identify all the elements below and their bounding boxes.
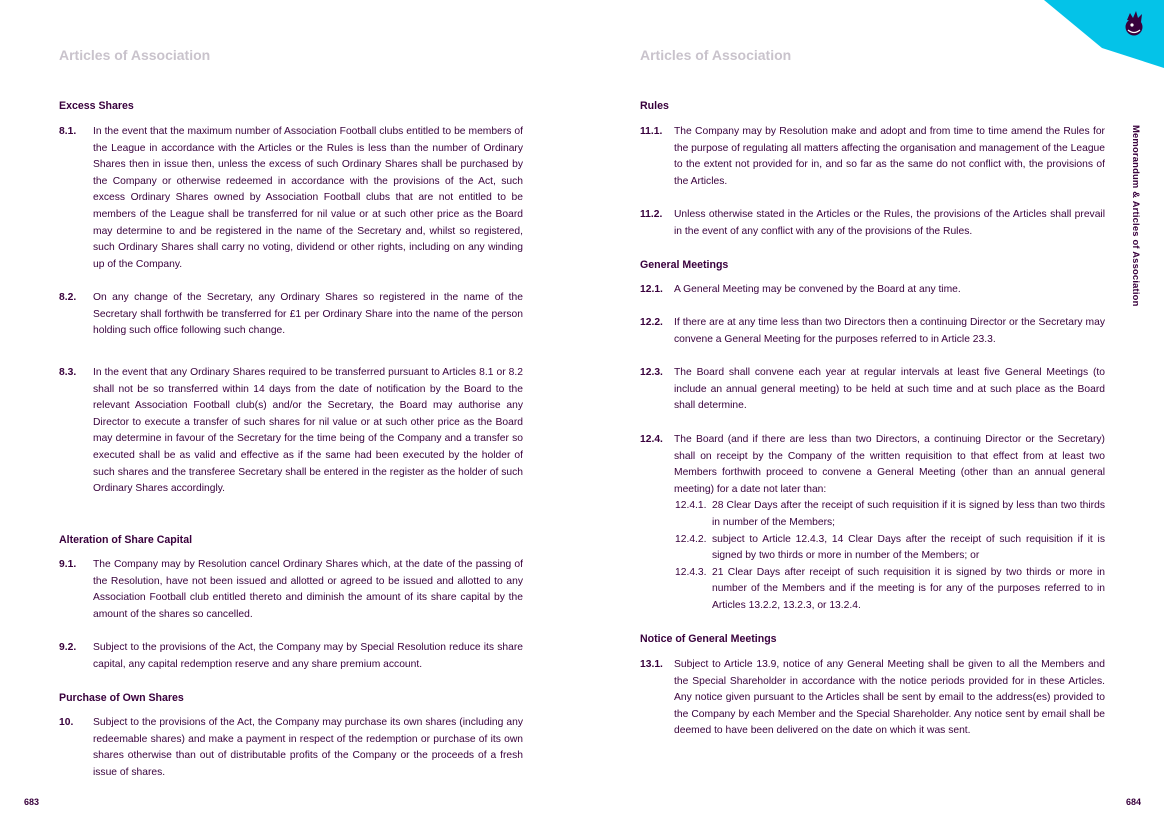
sub-clause-text: subject to Article 12.4.3, 14 Clear Days after the receipt of such requisition if it is signed by two thirds or more in number of the Members; or (712, 533, 1105, 562)
clause-9-2 (59, 640, 523, 673)
clause-text: Unless otherwise stated in the Articles or the Rules, the provisions of the Articles shall prevail in the event of any conflict with any of the provisions of the Rules. (674, 209, 1105, 237)
clause-8-1 (59, 124, 523, 273)
sub-clause-12-4-1 (675, 498, 1105, 531)
running-head: Articles of Association (59, 47, 211, 63)
sub-clause-text: 21 Clear Days after receipt of such requisition it is signed by two thirds or more in number of the Members and if the meeting is for any of the purposes referred to in Articles 13.2.2, 13.2.3, or 13.2.4. (712, 566, 1105, 611)
clause-number: 12.1. (640, 284, 663, 295)
clause-12-1 (640, 282, 1105, 299)
section-heading-alteration-of-share-capital: Alteration of Share Capital (59, 534, 193, 546)
clause-text: Subject to Article 13.9, notice of any General Meeting shall be given to all the Members and the Special Shareholder in accordance with the notice periods provided for in these Articles. Any notice given pursuant to the Articles shall be sent by email to the address(es) provided to the Company by each Member and the Special Shareholder. Any notice sent by email shall be deemed to have been delivered on the date on which it was sent. (674, 659, 1105, 737)
section-heading-rules: Rules (640, 100, 669, 112)
clause-text: A General Meeting may be convened by the Board at any time. (674, 284, 961, 295)
clause-13-1 (640, 657, 1105, 740)
clause-11-1 (640, 124, 1105, 190)
clause-8-2 (59, 290, 523, 340)
clause-text: If there are at any time less than two Directors then a continuing Director or the Secretary may convene a General Meeting for the purposes referred to in Article 23.3. (674, 317, 1105, 345)
clause-number: 10. (59, 717, 74, 728)
clause-number: 8.2. (59, 292, 77, 303)
clause-number: 11.1. (640, 126, 663, 137)
section-heading-excess-shares: Excess Shares (59, 100, 134, 112)
clause-number: 8.3. (59, 367, 77, 378)
sub-clause-text: 28 Clear Days after the receipt of such requisition if it is signed by less than two thirds in number of the Members; (712, 500, 1105, 528)
clause-text: On any change of the Secretary, any Ordinary Shares so registered in the name of the Secretary shall forthwith be transferred for £1 per Ordinary Share into the name of the person holding such office following such change. (93, 292, 523, 337)
page-number: 683 (24, 797, 40, 807)
clause-number: 9.1. (59, 559, 77, 570)
cyan-corner-shape (1044, 0, 1164, 68)
clause-12-2 (640, 315, 1105, 348)
section-heading-general-meetings: General Meetings (640, 259, 729, 271)
clause-text: In the event that the maximum number of Association Football clubs entitled to be members of the League in accordance with the Articles or the Rules is less than the number of Ordinary Shares then in issue then, unless the excess of such Ordinary Shares shall be purchased by the Company or otherwise redeemed in accordance with the provisions of the Act, such excess Ordinary Shares owned by Association Football clubs that are not entitled to be members of the League shall be transferred for nil value or at such other price as the Board may determine to and be registered in the name of the Secretary and, whilst so registered, such Ordinary Shares shall carry no voting, dividend or other rights, including on any winding up of the Company. (93, 126, 523, 270)
clause-number: 12.2. (640, 317, 663, 328)
right-page (582, 0, 1164, 826)
sub-clause-number: 12.4.2. (675, 533, 707, 545)
sub-clause-12-4-2 (675, 532, 1105, 565)
clause-number: 12.4. (640, 434, 663, 445)
clause-8-3 (59, 365, 523, 498)
section-heading-notice-of-general-meetings: Notice of General Meetings (640, 633, 777, 645)
side-tab-label: Memorandum & Articles of Association (1131, 125, 1142, 307)
clause-text: Subject to the provisions of the Act, the Company may by Special Resolution reduce its share capital, any capital redemption reserve and any share premium account. (93, 642, 523, 670)
clause-number: 9.2. (59, 642, 77, 653)
clause-10 (59, 715, 523, 781)
side-tab (1128, 125, 1142, 325)
clause-12-4 (640, 432, 1105, 615)
clause-9-1 (59, 557, 523, 623)
clause-number: 12.3. (640, 367, 663, 378)
sub-clause-list (675, 498, 1105, 614)
section-heading-purchase-of-own-shares: Purchase of Own Shares (59, 692, 184, 704)
running-head: Articles of Association (640, 47, 792, 63)
corner-accent (1014, 0, 1164, 70)
page-number: 684 (1126, 797, 1142, 807)
clause-11-2 (640, 207, 1105, 240)
clause-number: 11.2. (640, 209, 663, 220)
clause-text: The Board shall convene each year at regular intervals at least five General Meetings (to include an annual general meeting) to be held at such time and at such place as the Board shall determine. (674, 367, 1105, 412)
sub-clause-12-4-3 (675, 565, 1105, 615)
clause-text: The Company may by Resolution make and adopt and from time to time amend the Rules for the purpose of regulating all matters affecting the organisation and management of the League to the extent not provided for in, and so far as the same do not conflict with, the provisions of the Articles. (674, 126, 1105, 187)
clause-number: 13.1. (640, 659, 663, 670)
clause-text: The Board (and if there are less than two Directors, a continuing Director or the Secretary) shall on receipt by the Company of the written requisition to that effect from at least two Members forthwith proceed to convene a General Meeting (other than an annual general meeting) for a date not later than: (674, 434, 1105, 495)
clause-12-3 (640, 365, 1105, 415)
clause-text: In the event that any Ordinary Shares required to be transferred pursuant to Articles 8.1 or 8.2 shall not be so transferred within 14 days from the date of notification by the Board to the relevant Association Football club(s) and/or the Secretary, the Board may authorise any Director to execute a transfer of such shares for nil value or at such other price as the Board may determine in favour of the Secretary for the time being of the Company and a transfer so executed shall be as valid and effective as if the same had been executed by the holder of such shares and the transferee Secretary shall be entered in the register as the holder of such Ordinary Shares accordingly. (93, 367, 523, 495)
sub-clause-number: 12.4.3. (675, 566, 707, 578)
clause-text: Subject to the provisions of the Act, the Company may purchase its own shares (including any redeemable shares) and make a payment in respect of the redemption or purchase of its own shares otherwise than out of distributable profits of the Company or the proceeds of a fresh issue of shares. (93, 717, 523, 778)
clause-number: 8.1. (59, 126, 77, 137)
sub-clause-number: 12.4.1. (675, 500, 707, 512)
clause-text: The Company may by Resolution cancel Ordinary Shares which, at the date of the passing of the Resolution, have not been issued and allotted or agreed to be issued and allotted to any Association Football club entitled thereto and diminish the amount of its share capital by the amount of the shares so cancelled. (93, 559, 523, 620)
